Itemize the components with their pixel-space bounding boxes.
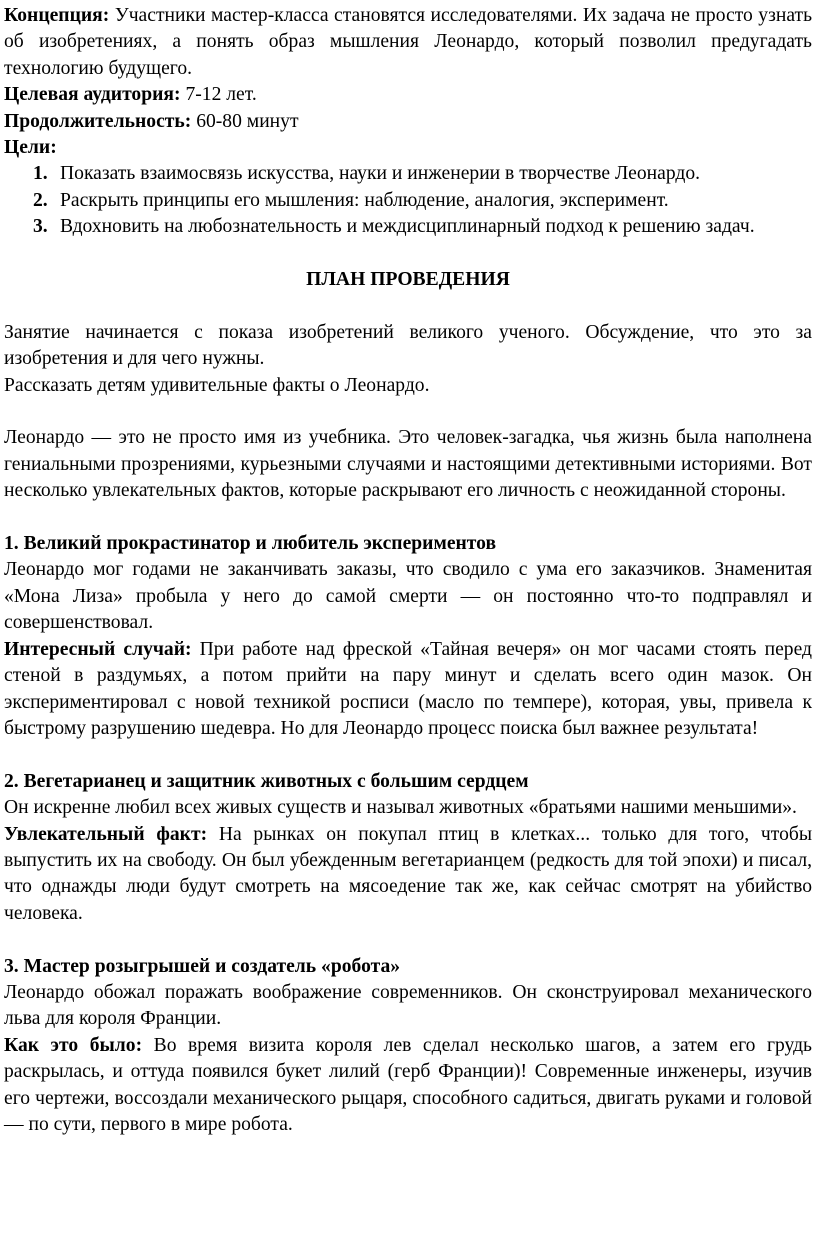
fact-note [4, 637, 812, 743]
list-item-number: 1. [33, 163, 48, 185]
concept-paragraph [4, 3, 812, 82]
list-item [4, 188, 812, 214]
fact-note-text: Во время визита короля лев сделал несколько шагов, а затем его грудь раскрылась, и оттуда появился букет лилий (герб Франции)! Современные инженеры, изучив его чертежи, воссоздали механического рыцаря, способного садиться, двигать руками и головой — по сути, первого в мире робота. [4, 1034, 812, 1135]
concept-label: Концепция: [4, 5, 110, 26]
fact-note-text: При работе над фреской «Тайная вечеря» он мог часами стоять перед стеной в раздумьях, а потом прийти на пару минут и сделать всего один мазок. Он экспериментировал с новой техникой росписи (масло по темпере), которая, увы, привела к быстрому разрушению шедевра. Но для Леонардо процесс поиска был важнее результата! [4, 638, 812, 739]
audience-line [4, 82, 812, 108]
fact-note-label: Увлекательный факт: [4, 823, 208, 845]
list-item [4, 161, 812, 187]
fact-body: Леонардо мог годами не заканчивать заказы, что сводило с ума его заказчиков. Знаменитая «Мона Лиза» пробыла у него до самой смерти — он постоянно что-то подправлял и совершенствовал. [4, 559, 812, 634]
goals-heading [4, 135, 812, 161]
list-item [4, 214, 812, 240]
fact-note-label: Интересный случай: [4, 638, 192, 660]
fact-title: 1. Великий прокрастинатор и любитель экспериментов [4, 533, 497, 555]
audience-label: Целевая аудитория: [4, 84, 181, 106]
audience-text: 7-12 лет. [185, 84, 257, 106]
fact-title: 3. Мастер розыгрышей и создатель «робота» [4, 955, 401, 977]
fact-body: Он искренне любил всех живых существ и называл животных «братьями нашими меньшими». [4, 797, 797, 819]
list-item-number: 2. [33, 189, 48, 211]
duration-line [4, 109, 812, 135]
intro-paragraph: Занятие начинается с показа изобретений великого ученого. Обсуждение, что это за изобретения и для чего нужны. [4, 321, 812, 370]
intro-paragraph: Рассказать детям удивительные факты о Леонардо. [4, 374, 430, 396]
plan-heading: ПЛАН ПРОВЕДЕНИЯ [306, 269, 510, 291]
list-item-text: Раскрыть принципы его мышления: наблюдение, аналогия, эксперимент. [60, 189, 669, 211]
goals-list [4, 161, 812, 240]
fact-note-text: На рынках он покупал птиц в клетках... только для того, чтобы выпустить их на свободу. Он был убежденным вегетарианцем (редкость для той эпохи) и писал, что однажды люди будут смотреть на мясоедение так же, как сейчас смотрят на убийство человека. [4, 823, 812, 924]
duration-text: 60-80 минут [196, 110, 299, 132]
fact-body: Леонардо обожал поражать воображение современников. Он сконструировал механического льва для короля Франции. [4, 981, 812, 1030]
goals-label: Цели: [4, 137, 57, 159]
list-item-text: Вдохновить на любознательность и междисциплинарный подход к решению задач. [60, 216, 755, 238]
list-item-number: 3. [33, 216, 48, 238]
list-item-text: Показать взаимосвязь искусства, науки и инженерии в творчестве Леонардо. [60, 163, 701, 185]
preface-paragraph: Леонардо — это не просто имя из учебника. Это человек-загадка, чья жизнь была наполнена гениальными прозрениями, курьезными случаями и настоящими детективными историями. Вот несколько увлекательных фактов, которые раскрывают его личность с неожиданной стороны. [4, 427, 812, 502]
fact-note [4, 1033, 812, 1139]
fact-note-label: Как это было: [4, 1034, 143, 1056]
concept-text: Участники мастер-класса становятся исследователями. Их задача не просто узнать об изобретениях, а понять образ мышления Леонардо, который позволил предугадать технологию будущего. [4, 5, 813, 79]
duration-label: Продолжительность: [4, 110, 192, 132]
fact-title: 2. Вегетарианец и защитник животных с большим сердцем [4, 770, 529, 792]
fact-note [4, 822, 812, 928]
